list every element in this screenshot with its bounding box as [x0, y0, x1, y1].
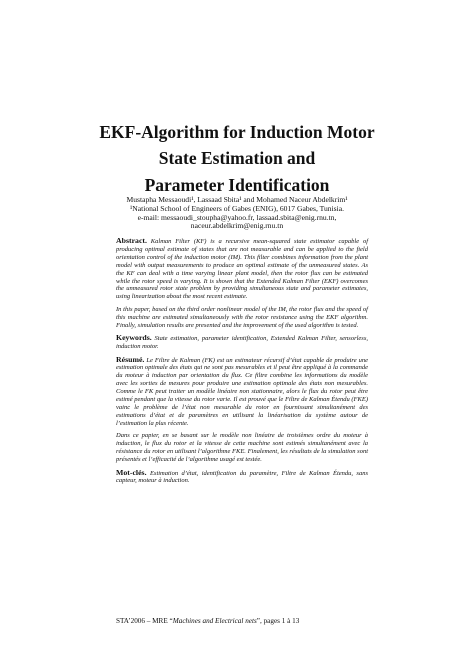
- author-email-line-2: naceur.abdelkrim@enig.rnu.tn: [190, 221, 284, 231]
- abstract-paragraph-2: In this paper, based on the third order nonlinear model of the IM, the rotor flux and the speed of this machine are estimated simultaneously with the rotor resistance using the EKF algorithm. Finally, simulation results are presented and the improvement of the used algorithm is tested.: [116, 305, 368, 329]
- page-footer: [116, 617, 299, 625]
- abstract-paragraph-1: [116, 237, 368, 301]
- author-affiliation: ¹National School of Engineers of Gabes (ENIG), 6017 Gabes, Tunisia.: [129, 203, 345, 213]
- motscles-paragraph: [116, 469, 368, 486]
- keywords-label: Keywords.: [116, 333, 152, 343]
- resume-paragraph-1: [116, 356, 368, 428]
- abstract-section: [116, 237, 368, 490]
- author-email-line-1: e-mail: messaoudi_stoupha@yahoo.fr, lassaad.sbita@enig.rnu.tn,: [137, 212, 337, 222]
- author-names: Mustapha Messaoudi¹, Lassaad Sbita¹ and Mohamed Naceur Abdelkrim¹: [126, 195, 348, 204]
- abstract-label: Abstract.: [116, 236, 147, 245]
- paper-title-line-2: State Estimation and: [158, 148, 316, 168]
- motscles-text: Estimation d’état, identification du paramètre, Filtre de Kalman Étendu, sans capteur, moteur à induction.: [116, 469, 368, 485]
- keywords-paragraph: [116, 334, 368, 351]
- footer-suffix: ”, pages 1 à 13: [256, 617, 300, 625]
- footer-journal: Machines and Electrical nets: [172, 617, 257, 625]
- resume-text-1: Le Filtre de Kalman (FK) est un estimateur récursif d’état capable de produire une estimation optimale des états qui ne sont pas mesurables et il peut être appliqué à la commande du moteur à induction par orientation du flux. Ce filtre combine les informations du modèle avec les sorties de mesures pour produire une estimation optimale des états non mesurables. Comme le FK peut traiter un modèle linéaire non stationnaire, alors le flux du rotor peut être estimé pendant que la vitesse du rotor varie. Il est prouvé que le Filtre de Kalman Étendu (FKE) vainc le problème de l’état non mesurable du rotor en fournissant simultanément des estimations d’état et de paramètres en utilisant la linéarisation du système autour de l’estimation la plus récente.: [116, 356, 369, 427]
- footer-prefix: STA’2006 – MRE “: [116, 617, 173, 625]
- abstract-text-1: Kalman Filter (KF) is a recursive mean-squared state estimator capable of producing optimal estimate of states that are not measurable and can be applied to the field orientation control of the induction motor (IM). This filter combines information from the plant model with output measurements to produce an optimal estimate of the unmeasured states. As the KF can deal with a time varying linear plant model, then the rotor flux can be estimated while the rotor speed is varying. It is shown that the Extended Kalman Filter (EKF) overcomes the unmeasured rotor state problem by providing simultaneous state and parameter estimates, using linearization about the most recent estimate.: [116, 238, 368, 301]
- author-block: [0, 196, 474, 231]
- resume-paragraph-2: Dans ce papier, en se basant sur le modèle non linéaire de troisièmes ordre du moteur à induction, le flux du rotor et la vitesse de cette machine sont estimés simultanément avec la résistance du rotor en utilisant l’algorithme FKE. Finalement, les résultats de la simulation sont présentés et l’efficacité de l’algorithme usagé est testée.: [116, 432, 368, 464]
- keywords-text: State estimation, parameter identification, Extended Kalman Filter, sensorless, induction motor.: [116, 335, 368, 351]
- paper-title-line-1: EKF-Algorithm for Induction Motor: [99, 122, 375, 142]
- motscles-label: Mot-clés.: [116, 467, 147, 477]
- paper-title-line-3: Parameter Identification: [144, 175, 330, 195]
- resume-label: Résumé.: [116, 354, 145, 364]
